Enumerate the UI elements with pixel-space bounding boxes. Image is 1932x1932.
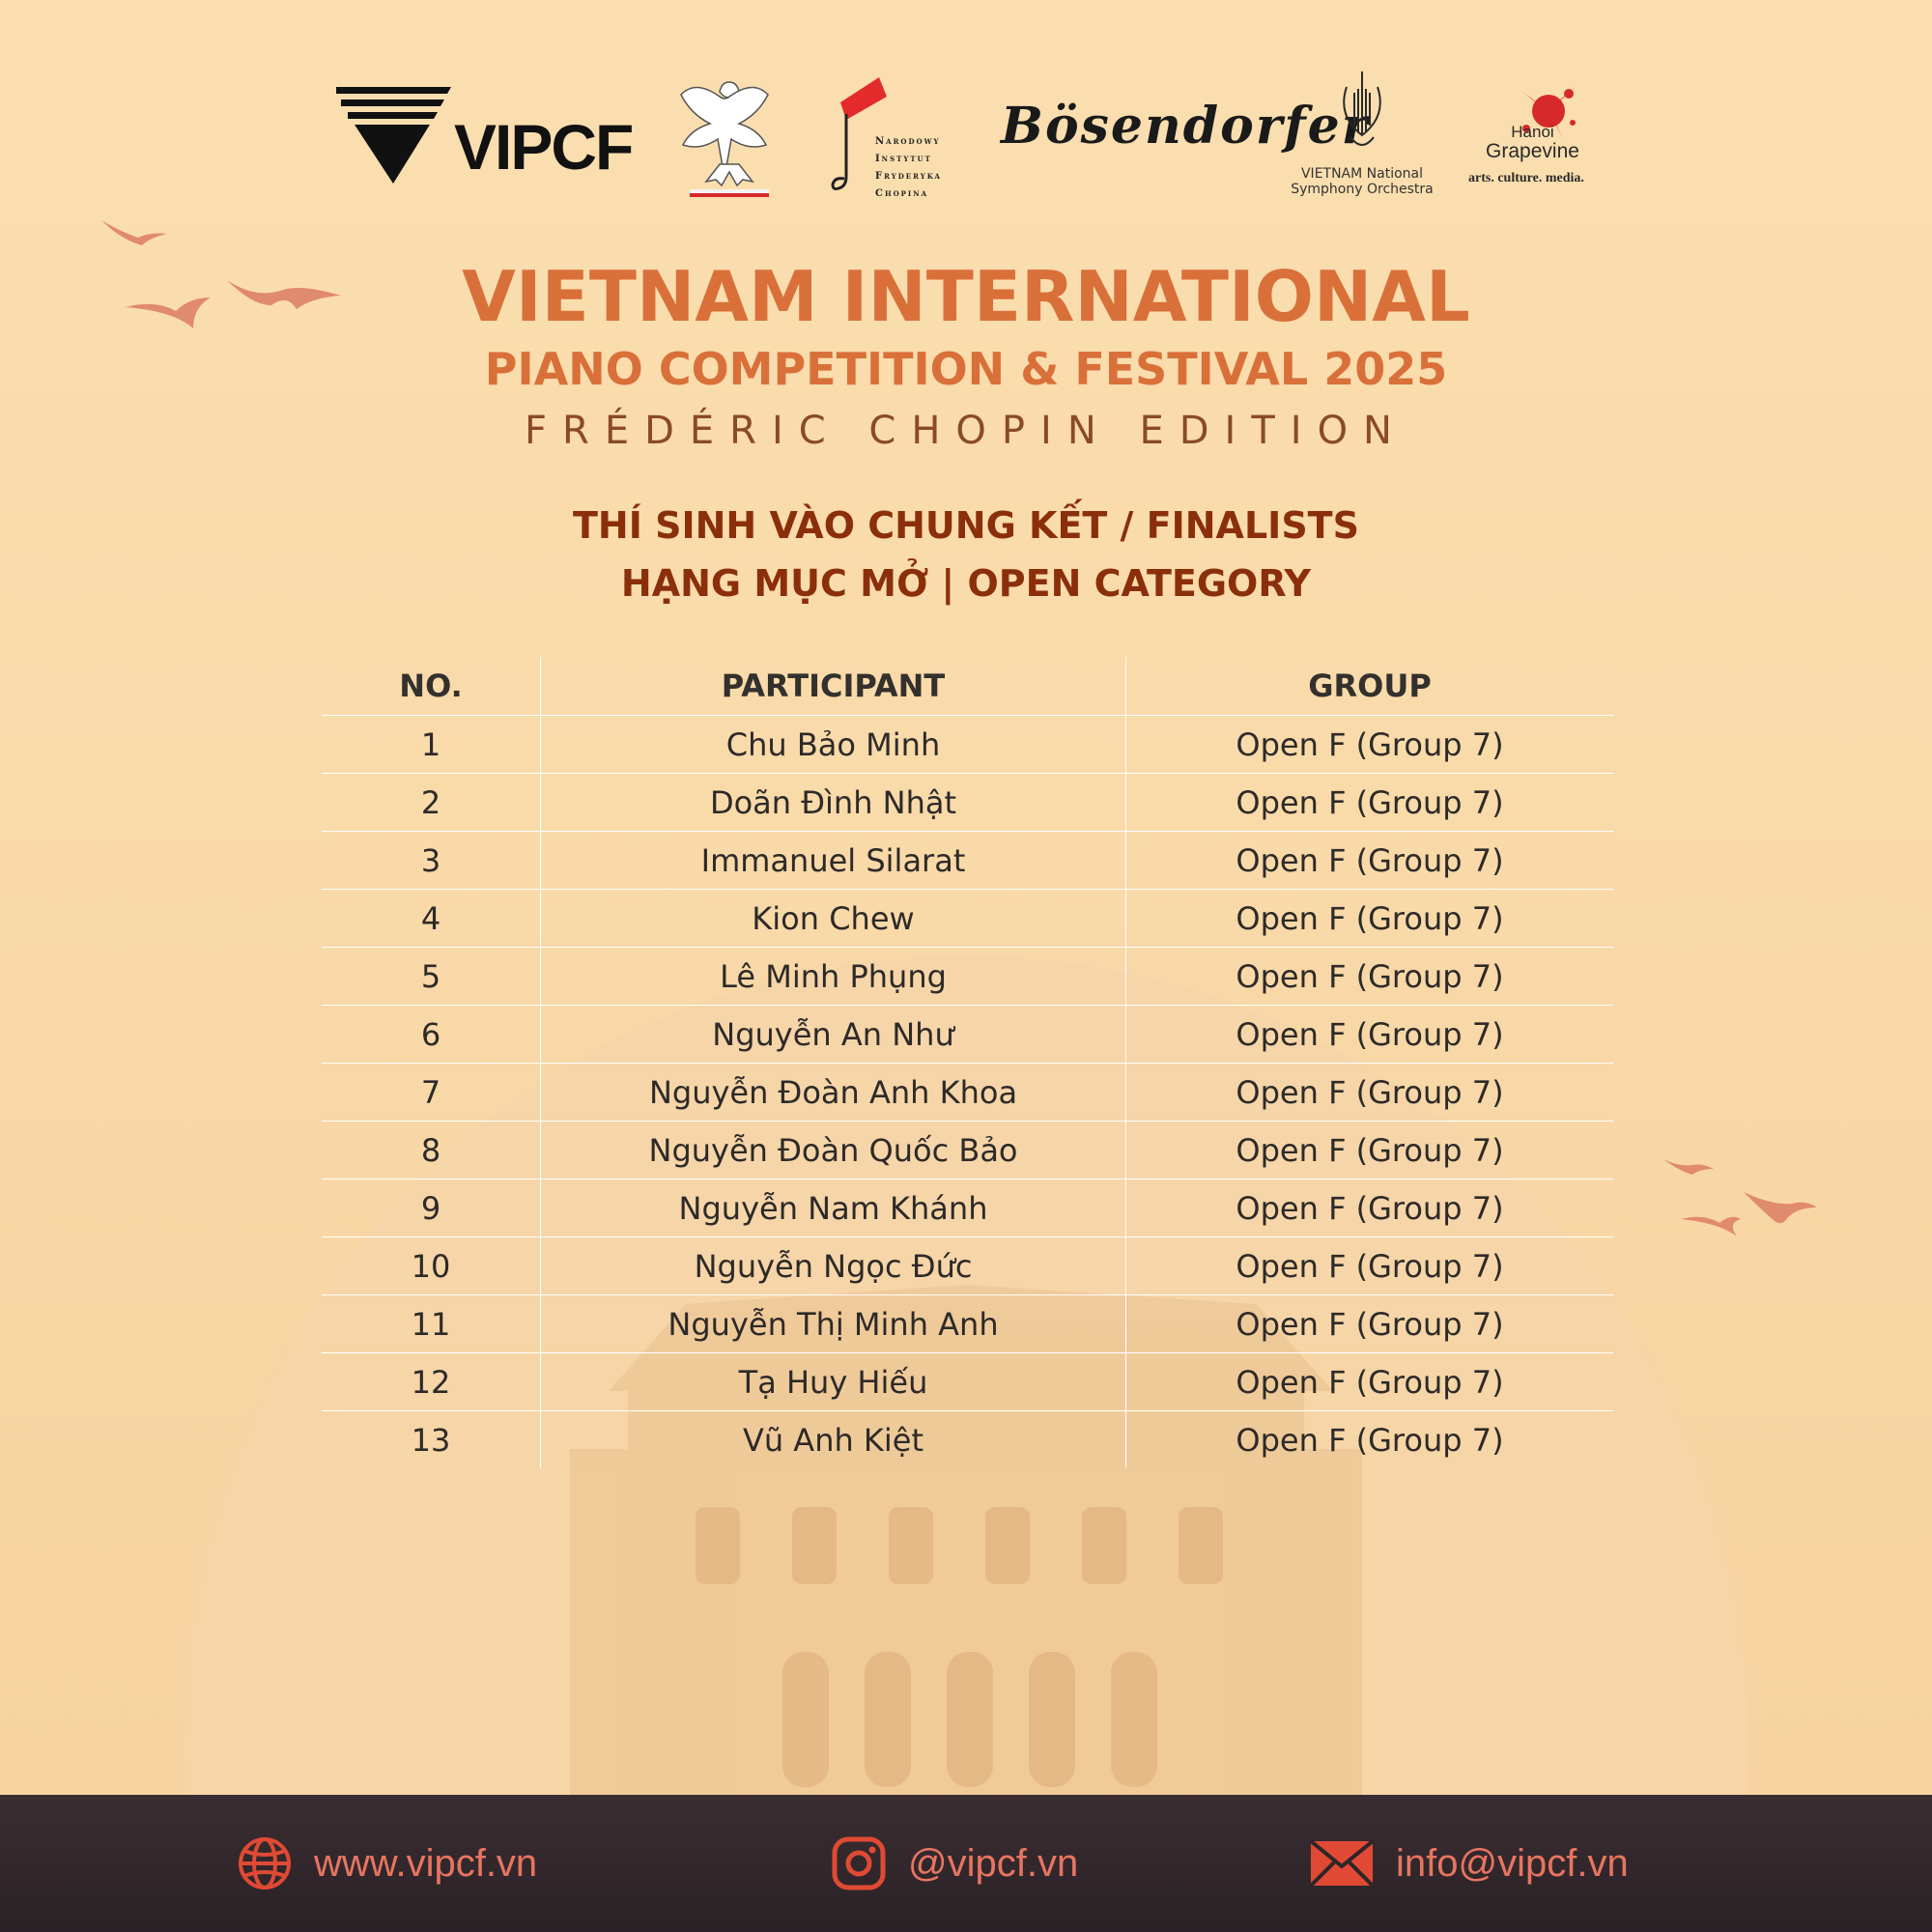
table-row [322, 1006, 1613, 1064]
row-number: 12 [322, 1353, 541, 1411]
hanoi-grapevine-logo [1468, 82, 1613, 198]
participant-name: Nguyễn Ngọc Đức [541, 1237, 1126, 1295]
finalists-heading: THÍ SINH VÀO CHUNG KẾT / FINALISTS [573, 504, 1359, 547]
globe-icon [237, 1835, 293, 1891]
category-heading: HẠNG MỤC MỞ | OPEN CATEGORY [620, 562, 1312, 605]
row-number: 8 [322, 1122, 541, 1179]
row-number: 7 [322, 1064, 541, 1122]
table-row [322, 1411, 1613, 1469]
participant-group: Open F (Group 7) [1126, 890, 1614, 948]
participant-name: Tạ Huy Hiếu [541, 1353, 1126, 1411]
nifc-logo-text [875, 133, 972, 199]
table-row [322, 832, 1613, 890]
column-header-no: NO. [322, 657, 541, 716]
table-row [322, 774, 1613, 832]
grapevine-line1: Hanoi [1511, 123, 1554, 141]
event-subtitle: PIANO COMPETITION & FESTIVAL 2025 [484, 343, 1448, 395]
nifc-logo [833, 75, 968, 201]
participant-name: Nguyễn An Như [541, 1006, 1126, 1064]
table-row [322, 1295, 1613, 1353]
vnso-logo-text [1275, 166, 1449, 197]
finalists-table [322, 657, 1613, 1468]
table-header-row [322, 657, 1613, 716]
row-number: 5 [322, 948, 541, 1006]
instagram-handle: @vipcf.vn [908, 1841, 1079, 1885]
column-header-participant: PARTICIPANT [541, 657, 1126, 716]
row-number: 1 [322, 716, 541, 774]
participant-group: Open F (Group 7) [1126, 832, 1614, 890]
nifc-line: Fryderyka [875, 171, 942, 182]
row-number: 13 [322, 1411, 541, 1469]
vipcf-logo [333, 77, 633, 193]
mail-icon [1309, 1839, 1375, 1888]
website-link[interactable] [237, 1795, 537, 1932]
event-edition: FRÉDÉRIC CHOPIN EDITION [525, 409, 1407, 453]
participant-name: Lê Minh Phụng [541, 948, 1126, 1006]
participant-group: Open F (Group 7) [1126, 716, 1614, 774]
participant-name: Nguyễn Đoàn Quốc Bảo [541, 1122, 1126, 1179]
vnso-line: VIETNAM National [1300, 166, 1424, 182]
participant-name: Nguyễn Thị Minh Anh [541, 1295, 1126, 1353]
participant-group: Open F (Group 7) [1126, 1295, 1614, 1353]
table-row [322, 890, 1613, 948]
participant-name: Nguyễn Nam Khánh [541, 1179, 1126, 1237]
table-row [322, 1179, 1613, 1237]
table-row [322, 716, 1613, 774]
participant-name: Vũ Anh Kiệt [541, 1411, 1126, 1469]
footer-bar [0, 1795, 1932, 1932]
nifc-line: Chopina [875, 188, 929, 199]
grapevine-line2: Grapevine [1486, 140, 1579, 162]
table-row [322, 1353, 1613, 1411]
instagram-icon [831, 1835, 887, 1891]
participant-group: Open F (Group 7) [1126, 948, 1614, 1006]
nifc-line: Narodowy [875, 136, 941, 147]
table-row [322, 1122, 1613, 1179]
participant-group: Open F (Group 7) [1126, 1064, 1614, 1122]
participant-name: Kion Chew [541, 890, 1126, 948]
participant-group: Open F (Group 7) [1126, 1353, 1614, 1411]
table-row [322, 948, 1613, 1006]
lyre-icon [1333, 68, 1391, 164]
row-number: 10 [322, 1237, 541, 1295]
participant-group: Open F (Group 7) [1126, 1006, 1614, 1064]
participant-group: Open F (Group 7) [1126, 774, 1614, 832]
email-text: info@vipcf.vn [1396, 1841, 1629, 1885]
participant-name: Immanuel Silarat [541, 832, 1126, 890]
website-text: www.vipcf.vn [314, 1841, 538, 1885]
vipcf-mark-icon [333, 82, 454, 188]
vnso-line: Symphony Orchestra [1291, 182, 1434, 197]
eagle-icon [676, 68, 782, 198]
polish-eagle-logo [676, 68, 782, 198]
row-number: 9 [322, 1179, 541, 1237]
vipcf-logo-text: VIPCF [454, 111, 633, 183]
instagram-link[interactable] [831, 1795, 1078, 1932]
participant-name: Chu Bảo Minh [541, 716, 1126, 774]
nifc-line: Instytut [875, 154, 932, 164]
participant-group: Open F (Group 7) [1126, 1179, 1614, 1237]
event-title: VIETNAM INTERNATIONAL [462, 256, 1470, 337]
bosendorfer-logo: Bösendorfer [1001, 97, 1371, 156]
row-number: 3 [322, 832, 541, 890]
row-number: 2 [322, 774, 541, 832]
email-link[interactable] [1309, 1795, 1629, 1932]
participant-group: Open F (Group 7) [1236, 1421, 1504, 1459]
column-header-group: GROUP [1126, 657, 1614, 716]
table-row [322, 1237, 1613, 1295]
table-row [322, 1064, 1613, 1122]
row-number: 4 [322, 890, 541, 948]
row-number: 6 [322, 1006, 541, 1064]
vnso-logo [1275, 68, 1449, 203]
participant-name: Nguyễn Đoàn Anh Khoa [541, 1064, 1126, 1122]
participant-name: Doãn Đình Nhật [541, 774, 1126, 832]
grapevine-tagline: arts. culture. media. [1468, 171, 1584, 185]
participant-group: Open F (Group 7) [1126, 1237, 1614, 1295]
participant-group: Open F (Group 7) [1126, 1122, 1614, 1179]
row-number: 11 [322, 1295, 541, 1353]
